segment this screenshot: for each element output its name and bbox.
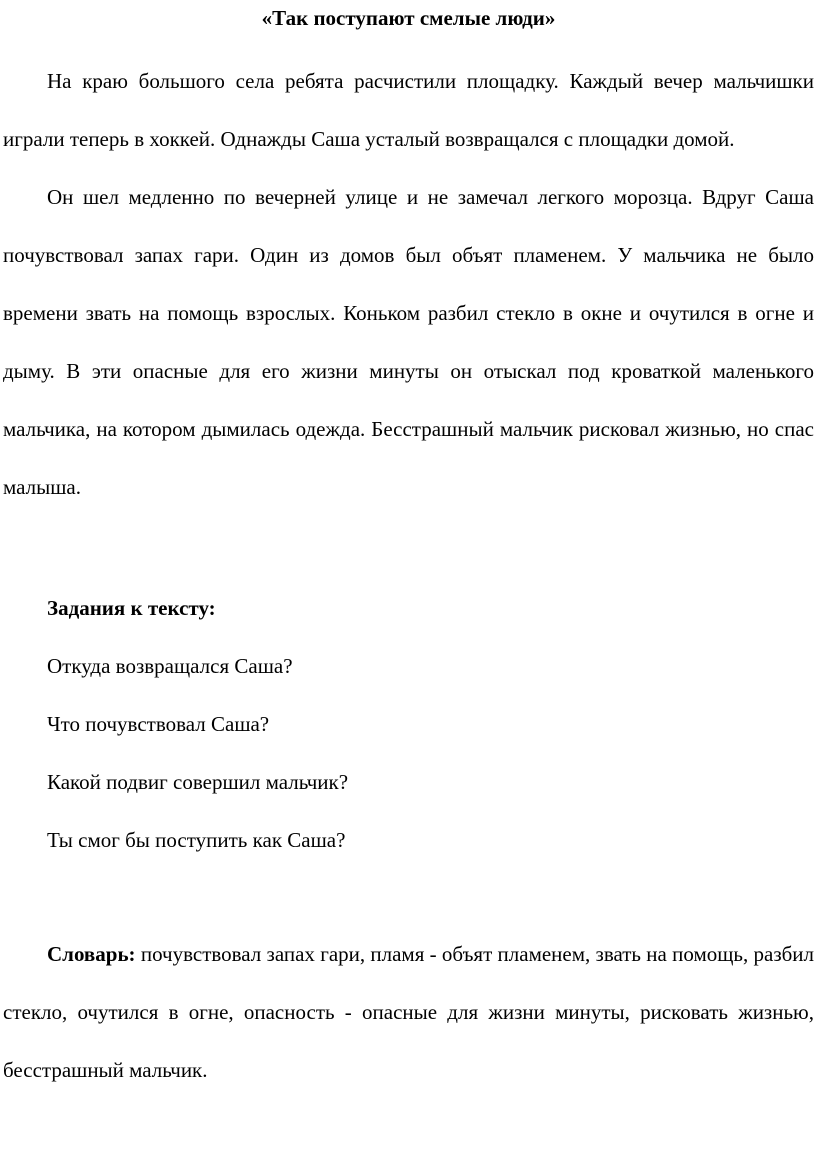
- task-question-3: Какой подвиг совершил мальчик?: [47, 770, 349, 794]
- task-question-4: Ты смог бы поступить как Саша?: [47, 828, 346, 852]
- story-paragraph-2: Он шел медленно по вечерней улице и не замечал легкого морозца. Вдруг Саша почувствовал запах гари. Один из домов был объят пламенем. У мальчика не было времени звать на помощь взрослых. Коньком разбил стекло в окне и очутился в огне и дыму. В эти опасные для его жизни минуты он отыскал под кроваткой маленького мальчика, на котором дымилась одежда. Бесстрашный мальчик рисковал жизнью, но спас малыша.: [3, 185, 814, 499]
- dictionary-text: почувствовал запах гари, пламя - объят пламенем, звать на помощь, разбил стекло, очутился в огне, опасность - опасные для жизни минуты, рисковать жизнью, бесстрашный мальчик.: [3, 942, 815, 1082]
- document-title: «Так поступают смелые люди»: [261, 6, 556, 30]
- task-question-2: Что почувствовал Саша?: [47, 712, 270, 736]
- tasks-heading: Задания к тексту:: [47, 596, 216, 620]
- story-paragraph-1: На краю большого села ребята расчистили площадку. Каждый вечер мальчишки играли теперь в хоккей. Однажды Саша усталый возвращался с площадки домой.: [3, 69, 814, 151]
- task-question-1: Откуда возвращался Саша?: [47, 654, 293, 678]
- dictionary-paragraph: [3, 925, 814, 1099]
- dictionary-label: Словарь:: [47, 942, 136, 966]
